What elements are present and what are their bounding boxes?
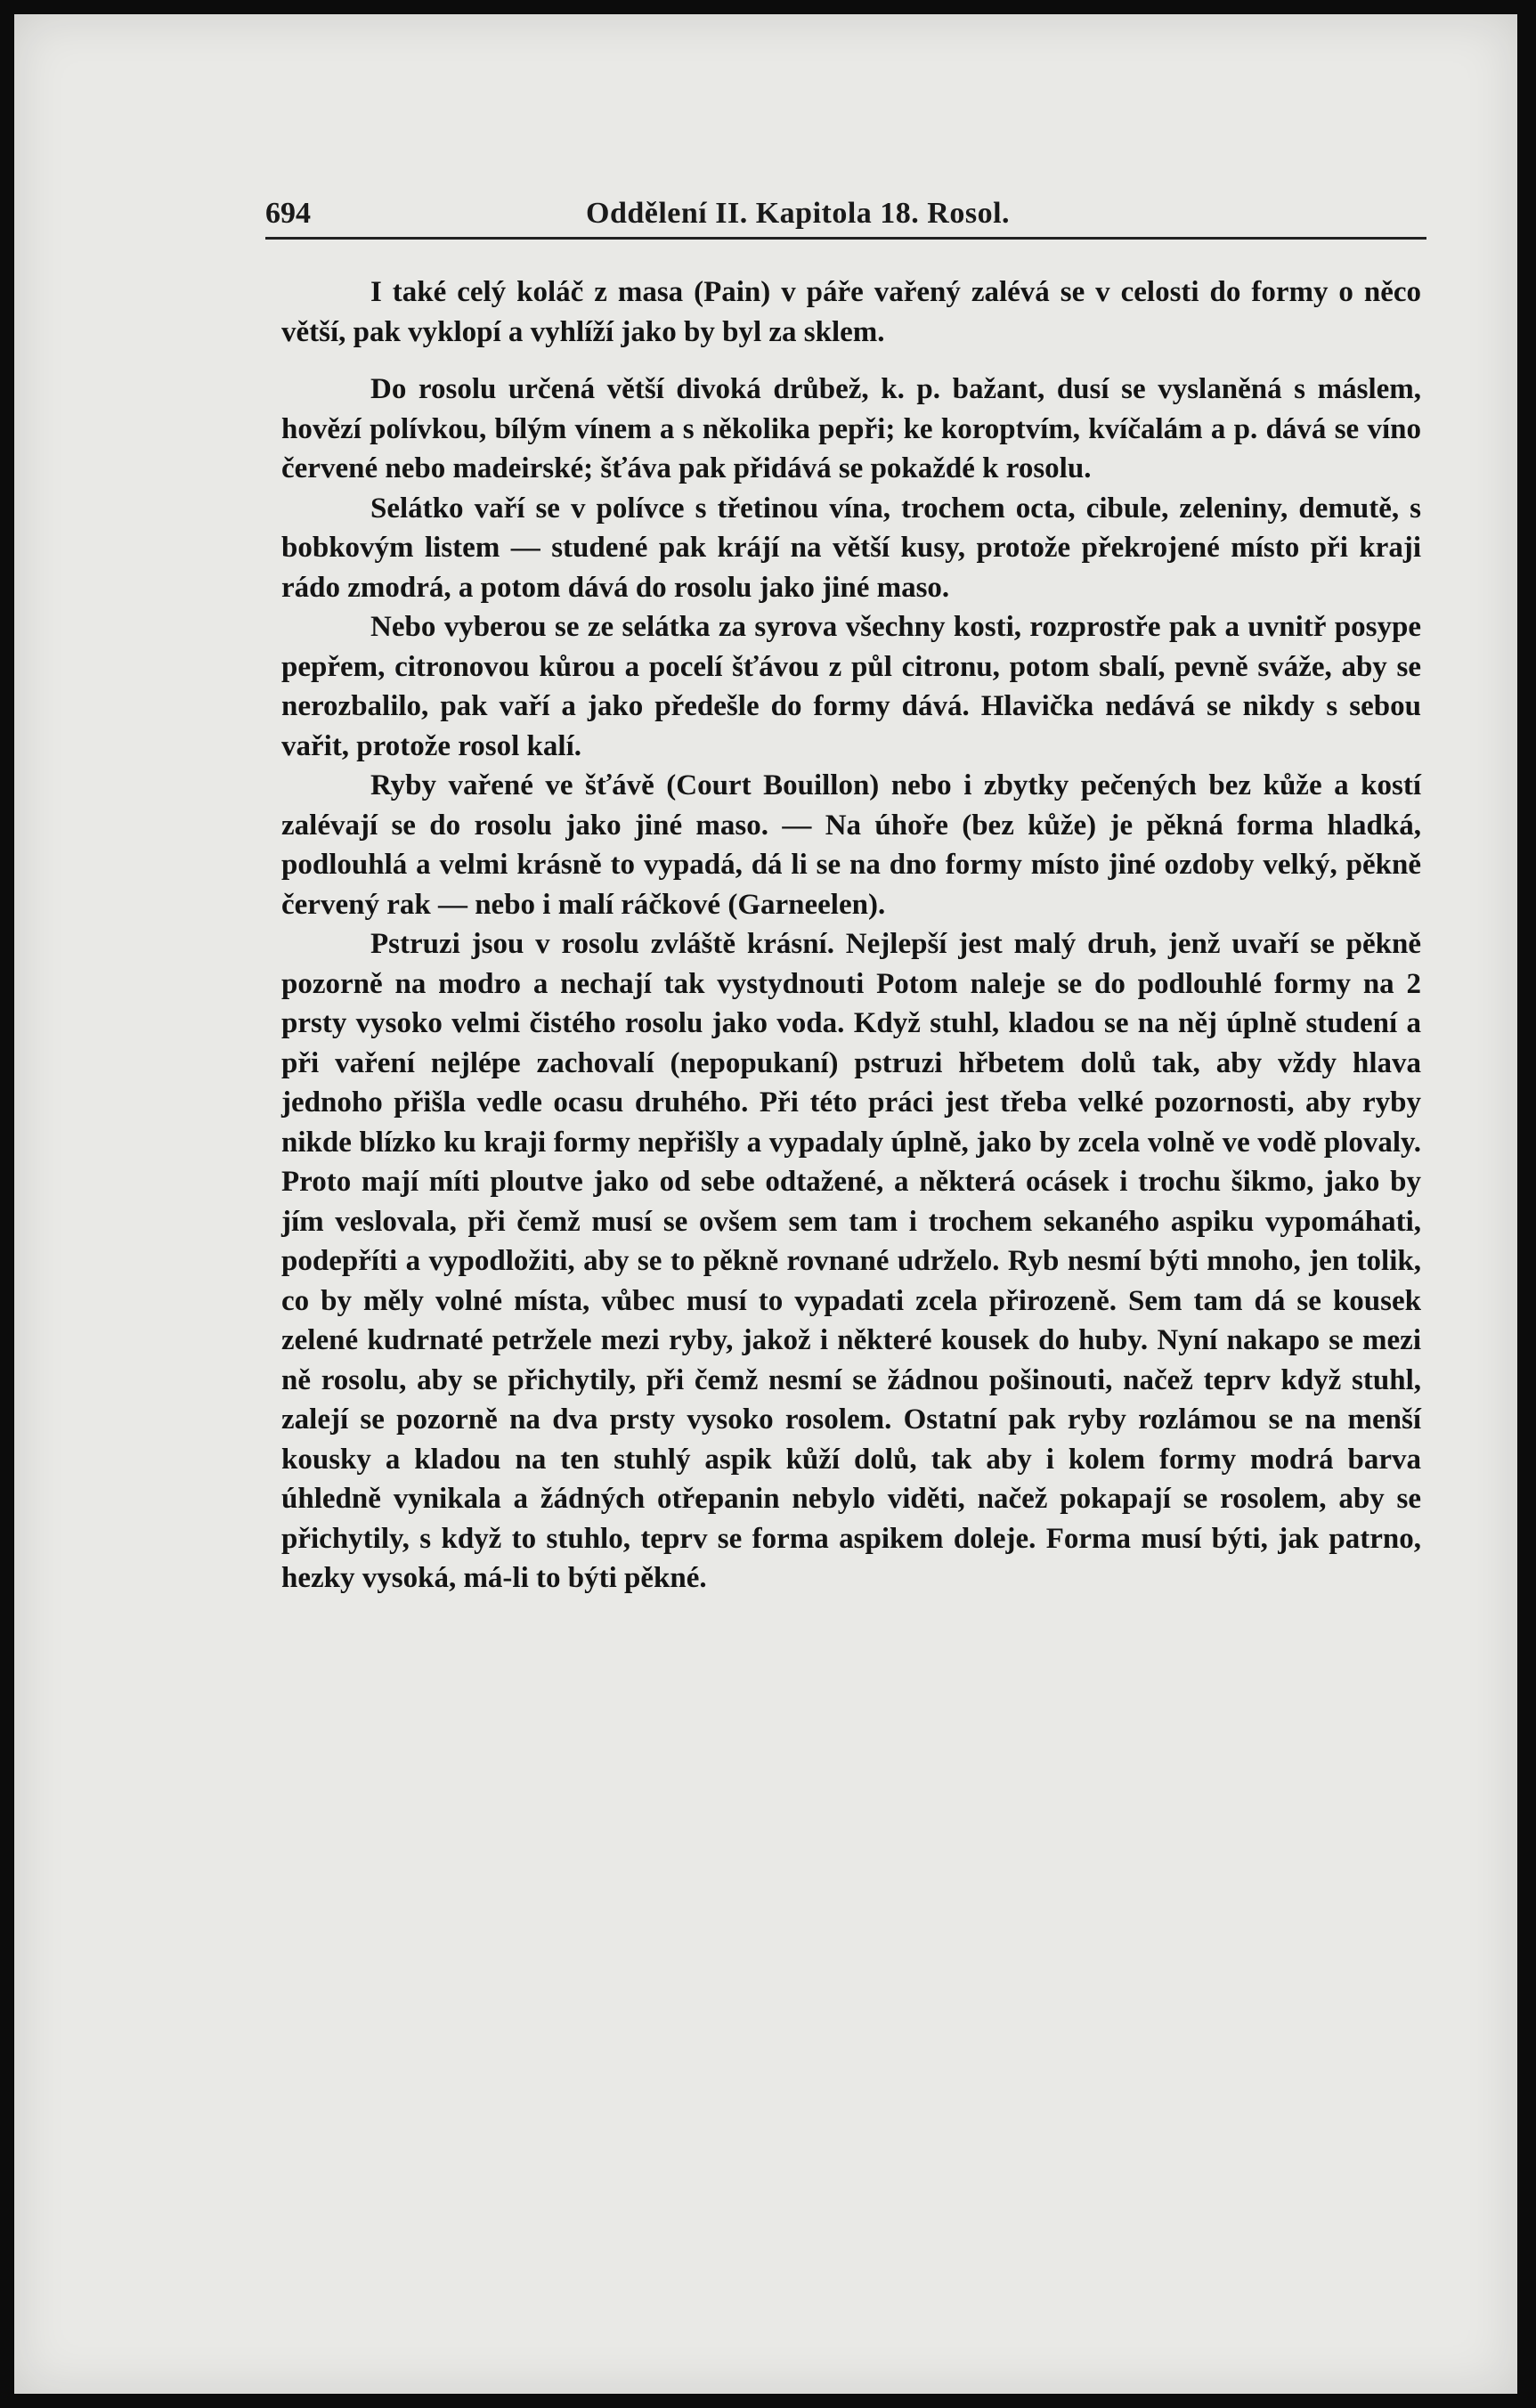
paragraph-suckling-pig: Selátko vaří se v polívce s třetinou vína, trochem octa, cibule, zeleniny, demutě, s bobkovým listem — studené pak krájí na větší kusy, protože překrojené místo při kraji rádo zmodrá, a potom dává do rosolu jako jiné maso. <box>281 492 1421 604</box>
book-page <box>14 14 1517 2394</box>
running-head: Oddělení II. Kapitola 18. Rosol. <box>586 197 1011 230</box>
paragraph-deboned-pig: Nebo vyberou se ze selátka za syrova všechny kosti, rozprostře pak a uvnitř posype pepřem, citronovou kůrou a pocelí šťávou z půl citronu, potom sbalí, pevně sváže, aby se nerozbalilo, pak vaří a jako předešle do formy dává. Hlavička nedává se nikdy s sebou vařit, protože rosol kalí. <box>281 611 1421 762</box>
paragraph-trout: Pstruzi jsou v rosolu zvláště krásní. Nejlepší jest malý druh, jenž uvaří se pěkně pozorně na modro a nechají tak vystydnouti Potom naleje se do podlouhlé formy na 2 prsty vysoko velmi čistého rosolu jako voda. Když stuhl, kladou se na něj úplně studení a při vaření nejlépe zachovalí (nepopukaní) pstruzi hřbetem dolů tak, aby vždy hlava jednoho přišla vedle ocasu druhého. Při této práci jest třeba velké pozornosti, aby ryby nikde blízko ku kraji formy nepřišly a vypadaly úplně, jako by zcela volně ve vodě plovaly. Proto mají míti ploutve jako od sebe odtažené, a některá ocásek i trochu šikmo, jako by jím veslovala, při čemž musí se ovšem sem tam i trochem sekaného aspiku vypomáhati, podepříti a vypodložiti, aby se to pěkně rovnané udrželo. Ryb nesmí býti mnoho, jen tolik, co by měly volné místa, vůbec musí to vypadati zcela přirozeně. Sem tam dá se kousek zelené kudrnaté petržele mezi ryby, jakož i některé kousek do huby. Nyní nakapo se mezi ně rosolu, aby se přichytily, při čemž nesmí se žádnou pošinouti, načež teprv když stuhl, zalejí se pozorně na dva prsty vysoko rosolem. Ostatní pak ryby rozlámou se na menší kousky a kladou na ten stuhlý aspik kůží dolů, tak aby i kolem formy modrá barva úhledně vynikala a žádných otřepanin nebylo viděti, načež pokapají se rosolem, aby se přichytily, s když to stuhlo, teprv se forma aspikem doleje. Forma musí býti, jak patrno, hezky vysoká, má-li to býti pěkné. <box>281 928 1421 1594</box>
paragraph-whole-meat-loaf: I také celý koláč z masa (Pain) v páře vařený zalévá se v celosti do formy o něco větší, pak vyklopí a vyhlíží jako by byl za sklem. <box>281 276 1421 348</box>
paragraph-wild-fowl: Do rosolu určená větší divoká drůbež, k. p. bažant, dusí se vyslaněná s máslem, hovězí polívkou, bílým vínem a s několika pepři; ke koroptvím, kvíčalám a p. dává se víno červené nebo madeirské; šťáva pak přidává se pokaždé k rosolu. <box>281 373 1421 484</box>
page-header <box>265 197 1426 241</box>
paragraph-fish: Ryby vařené ve šťávě (Court Bouillon) nebo i zbytky pečených bez kůže a kostí zalévají se do rosolu jako jiné maso. — Na úhoře (bez kůže) je pěkná forma hladká, podlouhlá a velmi krásně to vypadá, dá li se na dno formy místo jiné ozdoby velký, pěkně červený rak — nebo i malí ráčkové (Garneelen). <box>281 769 1421 921</box>
page-number: 694 <box>265 197 311 230</box>
header-rule <box>265 237 1426 240</box>
body-text <box>281 273 1421 1599</box>
